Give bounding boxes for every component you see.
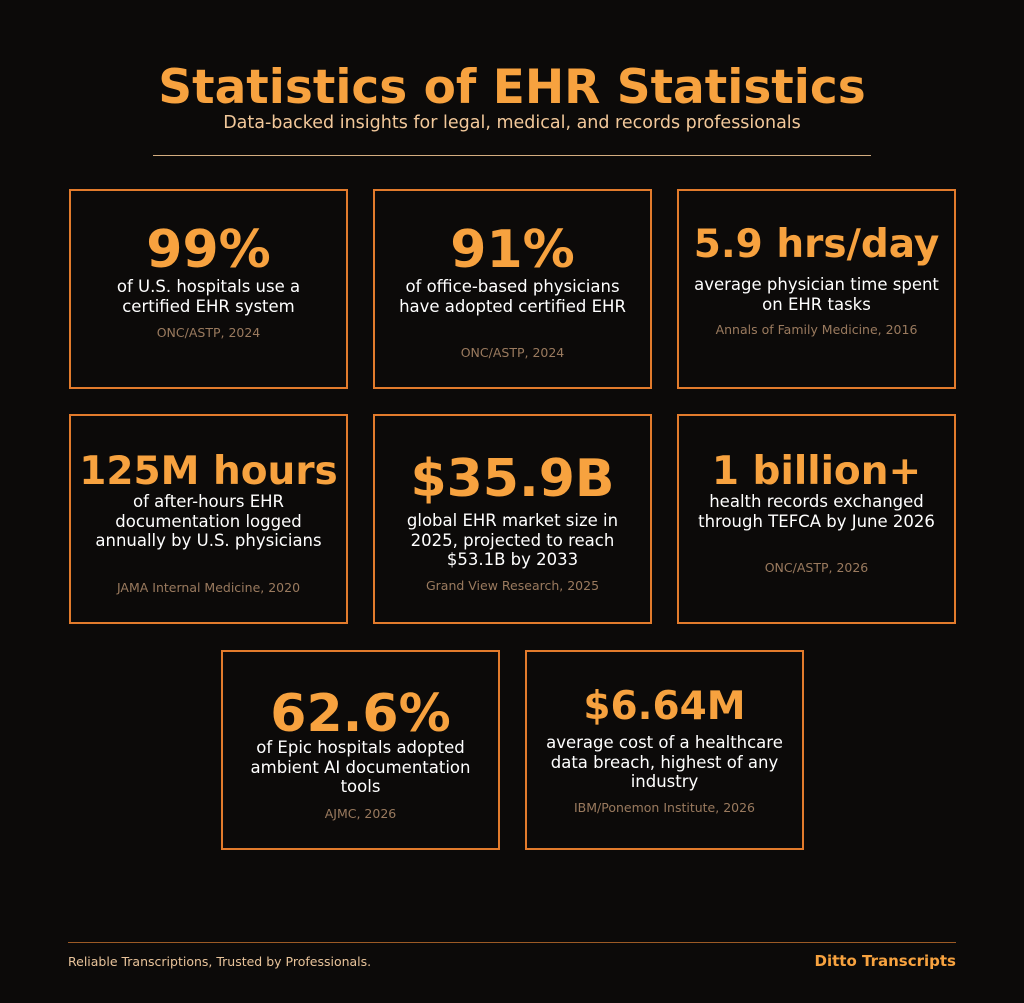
stat-source: IBM/Ponemon Institute, 2026	[574, 800, 755, 815]
stat-description: average cost of a healthcare data breach, highest of any industry	[546, 733, 783, 792]
stat-card-ambient-ai	[221, 650, 500, 850]
stat-description: global EHR market size in 2025, projected to reach $53.1B by 2033	[406, 511, 619, 570]
stat-description: of U.S. hospitals use a certified EHR system	[116, 277, 301, 316]
page-subtitle: Data-backed insights for legal, medical, and records professionals	[223, 113, 801, 133]
stat-description: of office-based physicians have adopted certified EHR	[399, 277, 626, 316]
stat-value: $6.64M	[583, 684, 746, 729]
stat-card-hospitals-ehr	[69, 189, 348, 389]
stat-source: Grand View Research, 2025	[425, 578, 600, 593]
stat-value: 62.6%	[270, 684, 451, 744]
stat-card-physician-time	[677, 189, 956, 389]
stat-value: 91%	[450, 220, 575, 280]
stat-value: 1 billion+	[711, 449, 922, 494]
footer-brand: Ditto Transcripts	[814, 952, 956, 970]
stat-card-breach-cost	[525, 650, 804, 850]
footer-tagline: Reliable Transcriptions, Trusted by Professionals.	[68, 954, 372, 969]
header-divider	[153, 155, 871, 156]
footer-divider	[68, 942, 956, 943]
stat-value: 99%	[146, 220, 271, 280]
stat-description: of Epic hospitals adopted ambient AI documentation tools	[250, 738, 471, 797]
stat-source: JAMA Internal Medicine, 2020	[116, 580, 301, 595]
stat-description: of after-hours EHR documentation logged annually by U.S. physicians	[95, 492, 322, 551]
stat-description: health records exchanged through TEFCA by June 2026	[698, 492, 935, 531]
stat-source: ONC/ASTP, 2026	[764, 560, 869, 575]
stat-value: $35.9B	[410, 449, 615, 509]
stat-card-physicians-ehr	[373, 189, 652, 389]
stat-value: 125M hours	[79, 449, 338, 494]
stat-card-after-hours	[69, 414, 348, 624]
page-title: Statistics of EHR Statistics	[158, 60, 866, 115]
stat-card-market-size	[373, 414, 652, 624]
stat-description: average physician time spent on EHR tasks	[694, 275, 939, 314]
stat-card-tefca	[677, 414, 956, 624]
stat-source: ONC/ASTP, 2024	[156, 325, 261, 340]
stat-value: 5.9 hrs/day	[693, 222, 940, 267]
stat-source: ONC/ASTP, 2024	[460, 345, 565, 360]
stat-source: AJMC, 2026	[324, 806, 397, 821]
stat-source: Annals of Family Medicine, 2016	[715, 322, 918, 337]
